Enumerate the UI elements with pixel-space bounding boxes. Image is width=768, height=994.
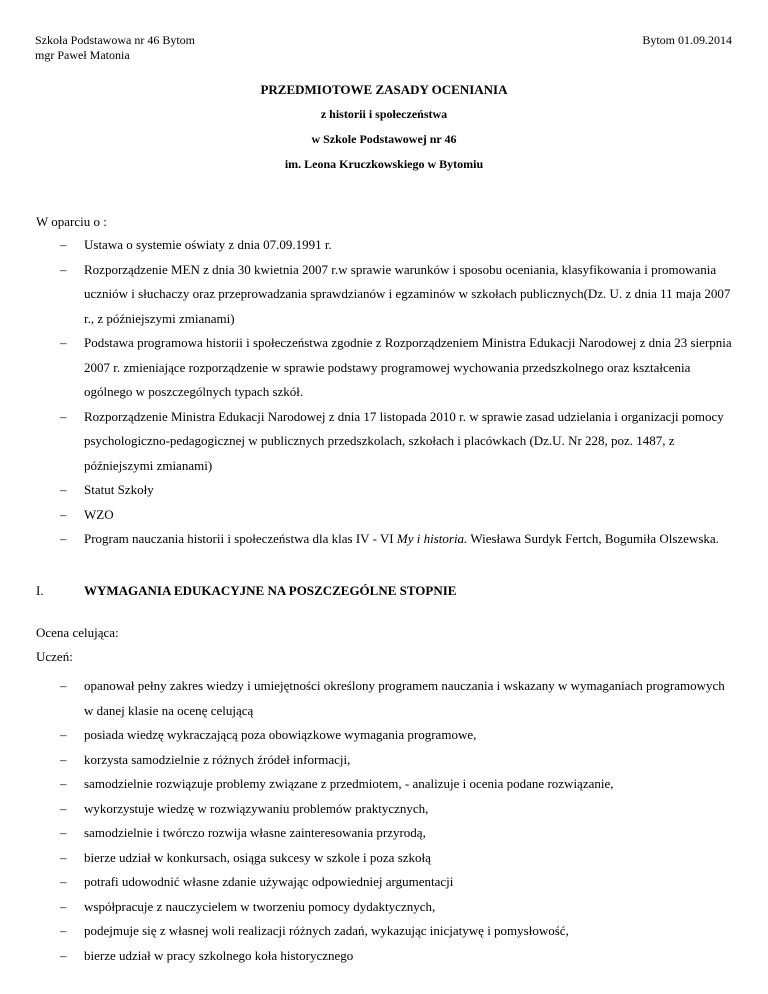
dash-marker: – bbox=[60, 947, 67, 963]
header-date: Bytom 01.09.2014 bbox=[642, 33, 732, 47]
dash-marker: – bbox=[60, 800, 67, 816]
teacher-name: mgr Paweł Matonia bbox=[35, 48, 130, 62]
list-item: – potrafi udowodnić własne zdanie używając odpowiedniej argumentacji bbox=[36, 870, 736, 895]
list-item: – bierze udział w pracy szkolnego koła historycznego bbox=[36, 944, 736, 969]
dash-marker: – bbox=[60, 482, 67, 497]
basis-list bbox=[36, 233, 736, 552]
dash-marker: – bbox=[60, 261, 67, 277]
section-title: WYMAGANIA EDUKACYJNE NA POSZCZEGÓLNE STOPNIE bbox=[84, 583, 457, 598]
dash-marker: – bbox=[60, 898, 67, 914]
dash-marker: – bbox=[60, 727, 67, 742]
dash-marker: – bbox=[60, 776, 67, 791]
list-item: – podejmuje się z własnej woli realizacji różnych zadań, wykazując inicjatywę i pomysłowość, bbox=[36, 919, 736, 944]
list-item: – Podstawa programowa historii i społeczeństwa zgodnie z Rozporządzeniem Ministra Edukacji Narodowej z dnia 23 sierpnia 2007 r. zmieniające rozporządzenie w sprawie podstawy programowej wychowania przedszkolnego oraz kształcenia ogólnego w poszczególnych typach szkół. bbox=[36, 331, 736, 405]
grade-label: Ocena celująca: bbox=[36, 625, 119, 640]
dash-marker: – bbox=[60, 237, 67, 252]
list-item: – Rozporządzenie MEN z dnia 30 kwietnia 2007 r.w sprawie warunków i sposobu oceniania, klasyfikowania i promowania uczniów i słuchaczy oraz przeprowadzania sprawdzianów i egzaminów w szkołach publicznych(Dz. U. z dnia 11 maja 2007 r., z późniejszymi zmianami) bbox=[36, 258, 736, 332]
dash-marker: – bbox=[60, 335, 67, 350]
basis-intro: W oparciu o : bbox=[36, 214, 107, 229]
title-school: w Szkole Podstawowej nr 46 bbox=[311, 132, 457, 146]
dash-marker: – bbox=[60, 825, 67, 840]
document-title bbox=[0, 82, 768, 182]
list-item: – samodzielnie i twórczo rozwija własne zainteresowania przyrodą, bbox=[36, 821, 736, 846]
dash-marker: – bbox=[60, 531, 67, 546]
list-item: – Statut Szkoły bbox=[36, 478, 736, 503]
list-item: – Rozporządzenie Ministra Edukacji Narodowej z dnia 17 listopada 2010 r. w sprawie zasad udzielania i organizacji pomocy psychologiczno-pedagogicznej w publicznych przedszkolach, szkołach i placówkach (Dz.U. Nr 228, poz. 1487, z późniejszymi zmianami) bbox=[36, 405, 736, 479]
dash-marker: – bbox=[60, 923, 67, 938]
list-item: – WZO bbox=[36, 503, 736, 528]
pupil-label: Uczeń: bbox=[36, 649, 73, 664]
dash-marker: – bbox=[60, 751, 67, 767]
list-item: – posiada wiedzę wykraczającą poza obowiązkowe wymagania programowe, bbox=[36, 723, 736, 748]
dash-marker: – bbox=[60, 678, 67, 693]
list-item: – samodzielnie rozwiązuje problemy związane z przedmiotem, - analizuje i ocenia podane rozwiązanie, bbox=[36, 772, 736, 797]
list-item-program: – Program nauczania historii i społeczeństwa dla klas IV - VI My i historia. Wiesława Surdyk Fertch, Bogumiła Olszewska. bbox=[36, 527, 736, 552]
list-item: – współpracuje z nauczycielem w tworzeniu pomocy dydaktycznych, bbox=[36, 895, 736, 920]
program-title: My i historia. bbox=[396, 531, 468, 546]
grade-requirements-list bbox=[36, 674, 736, 968]
list-item: – Ustawa o systemie oświaty z dnia 07.09.1991 r. bbox=[36, 233, 736, 258]
school-name: Szkoła Podstawowa nr 46 Bytom bbox=[35, 33, 195, 47]
header-left bbox=[35, 33, 195, 63]
list-item: – bierze udział w konkursach, osiąga sukcesy w szkole i poza szkołą bbox=[36, 846, 736, 871]
title-subject: z historii i społeczeństwa bbox=[320, 107, 448, 121]
dash-marker: – bbox=[60, 849, 67, 865]
section-number: I. bbox=[36, 583, 44, 598]
dash-marker: – bbox=[60, 408, 67, 424]
section-heading bbox=[36, 580, 456, 602]
title-main: PRZEDMIOTOWE ZASADY OCENIANIA bbox=[260, 82, 508, 97]
list-item: – wykorzystuje wiedzę w rozwiązywaniu problemów praktycznych, bbox=[36, 797, 736, 822]
dash-marker: – bbox=[60, 506, 67, 522]
dash-marker: – bbox=[60, 874, 67, 889]
title-patron: im. Leona Kruczkowskiego w Bytomiu bbox=[284, 157, 484, 171]
list-item: – opanował pełny zakres wiedzy i umiejętności określony programem nauczania i wskazany w wymaganiach programowych w danej klasie na ocenę celującą bbox=[36, 674, 736, 723]
list-item: – korzysta samodzielnie z różnych źródeł informacji, bbox=[36, 748, 736, 773]
